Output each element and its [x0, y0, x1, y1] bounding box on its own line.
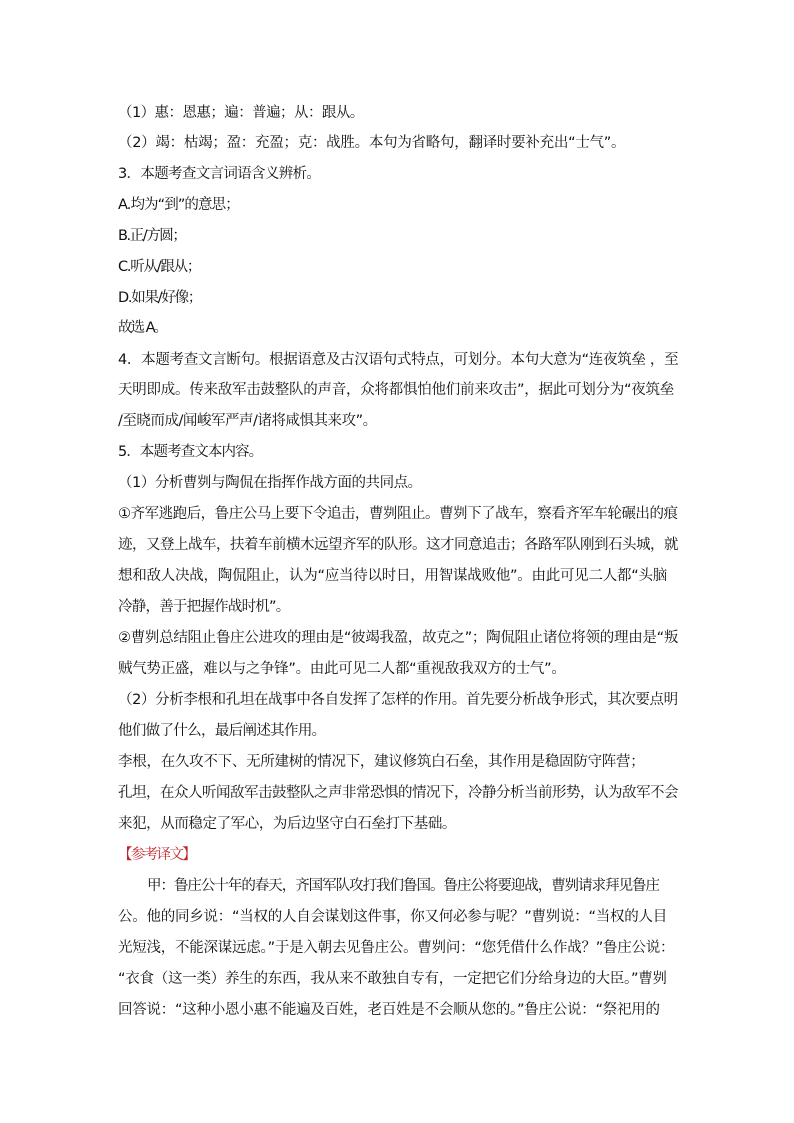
answer-line: /至晓而成/闻峻军严声/诸将咸惧其来攻”。: [118, 413, 377, 429]
answer-line: 4．本题考查文言断句。根据语意及古汉语句式特点，可划分。本句大意为“连夜筑垒 ，至: [118, 352, 679, 368]
translation-line: 回答说：“这种小恩小惠不能遍及百姓，老百姓是不会顺从您的。”鲁庄公说：“祭祀用的: [118, 1002, 660, 1018]
answer-line: （1）分析曹刿与陶侃在指挥作战方面的共同点。: [118, 475, 422, 491]
answer-line: D.如果/好像；: [118, 290, 202, 306]
answer-line: 天明即成。传来敌军击鼓整队的声音，众将都惧怕他们前来攻击”，据此可划分为“夜筑垒: [118, 382, 675, 398]
answer-line: 故选 A。: [118, 320, 167, 336]
answer-line: 他们做了什么，最后阐述其作用。: [118, 723, 326, 739]
answer-line: C.听从/跟从；: [118, 259, 201, 275]
answer-line: 贼气势正盛，难以与之争锋”。由此可见二人都“重视敌我双方的士气”。: [118, 661, 566, 677]
answer-line: 迹，又登上战车，扶着车前横木远望齐军的队形。这才同意追击；各路军队刚到石头城，就: [118, 537, 678, 553]
translation-line: 公。他的同乡说：“当权的人自会谋划这件事，你又何必参与呢？”曹刿说：“当权的人目: [118, 909, 668, 925]
translation-line: 光短浅，不能深谋远虑。”于是入朝去见鲁庄公。曹刿问：“您凭借什么作战？”鲁庄公说：: [118, 940, 675, 956]
answer-line: 李根，在久攻不下、无所建树的情况下，建议修筑白石垒，其作用是稳固防守阵营；: [118, 754, 645, 770]
answer-line: （2）竭：枯竭；盈：充盈；克：战胜。本句为省略句，翻译时要补充出“士气”。: [118, 135, 626, 151]
answer-line: 3．本题考查文言词语含义辨析。: [118, 166, 321, 182]
answer-line: ①齐军逃跑后，鲁庄公马上要下令追击，曹刿阻止。曹刿下了战车，察看齐军车轮碾出的痕: [118, 506, 678, 522]
answer-line: （2）分析李根和孔坦在战事中各自发挥了怎样的作用。首先要分析战争形式，其次要点明: [118, 692, 678, 708]
answer-line: 5．本题考查文本内容。: [118, 444, 263, 460]
answer-line: 来犯，从而稳定了军心，为后边坚守白石垒打下基础。: [118, 816, 456, 832]
translation-line: “衣食（这一类）养生的东西，我从来不敢独自专有，一定把它们分给身边的大臣。”曹刿: [118, 971, 667, 987]
reference-translation-heading: 【参考译文】: [118, 847, 195, 863]
answer-line: （1）惠：恩惠；遍：普遍；从：跟从。: [118, 105, 364, 121]
answer-line: 孔坦，在众人听闻敌军击鼓整队之声非常恐惧的情况下，冷静分析当前形势，认为敌军不会: [118, 785, 678, 801]
translation-line: 甲：鲁庄公十年的春天，齐国军队攻打我们鲁国。鲁庄公将要迎战，曹刿请求拜见鲁庄: [147, 878, 659, 894]
answer-line: A.均为“到”的意思；: [118, 197, 239, 213]
answer-line: 冷静，善于把握作战时机”。: [118, 599, 290, 615]
answer-line: 想和敌人决战，陶侃阻止，认为“应当待以时日，用智谋战败他”。由此可见二人都“头脑: [118, 568, 668, 584]
answer-line: ②曹刿总结阻止鲁庄公进攻的理由是“彼竭我盈，故克之”；陶侃阻止诸位将领的理由是“叛: [118, 630, 679, 646]
answer-line: B.正/方圆；: [118, 228, 186, 244]
